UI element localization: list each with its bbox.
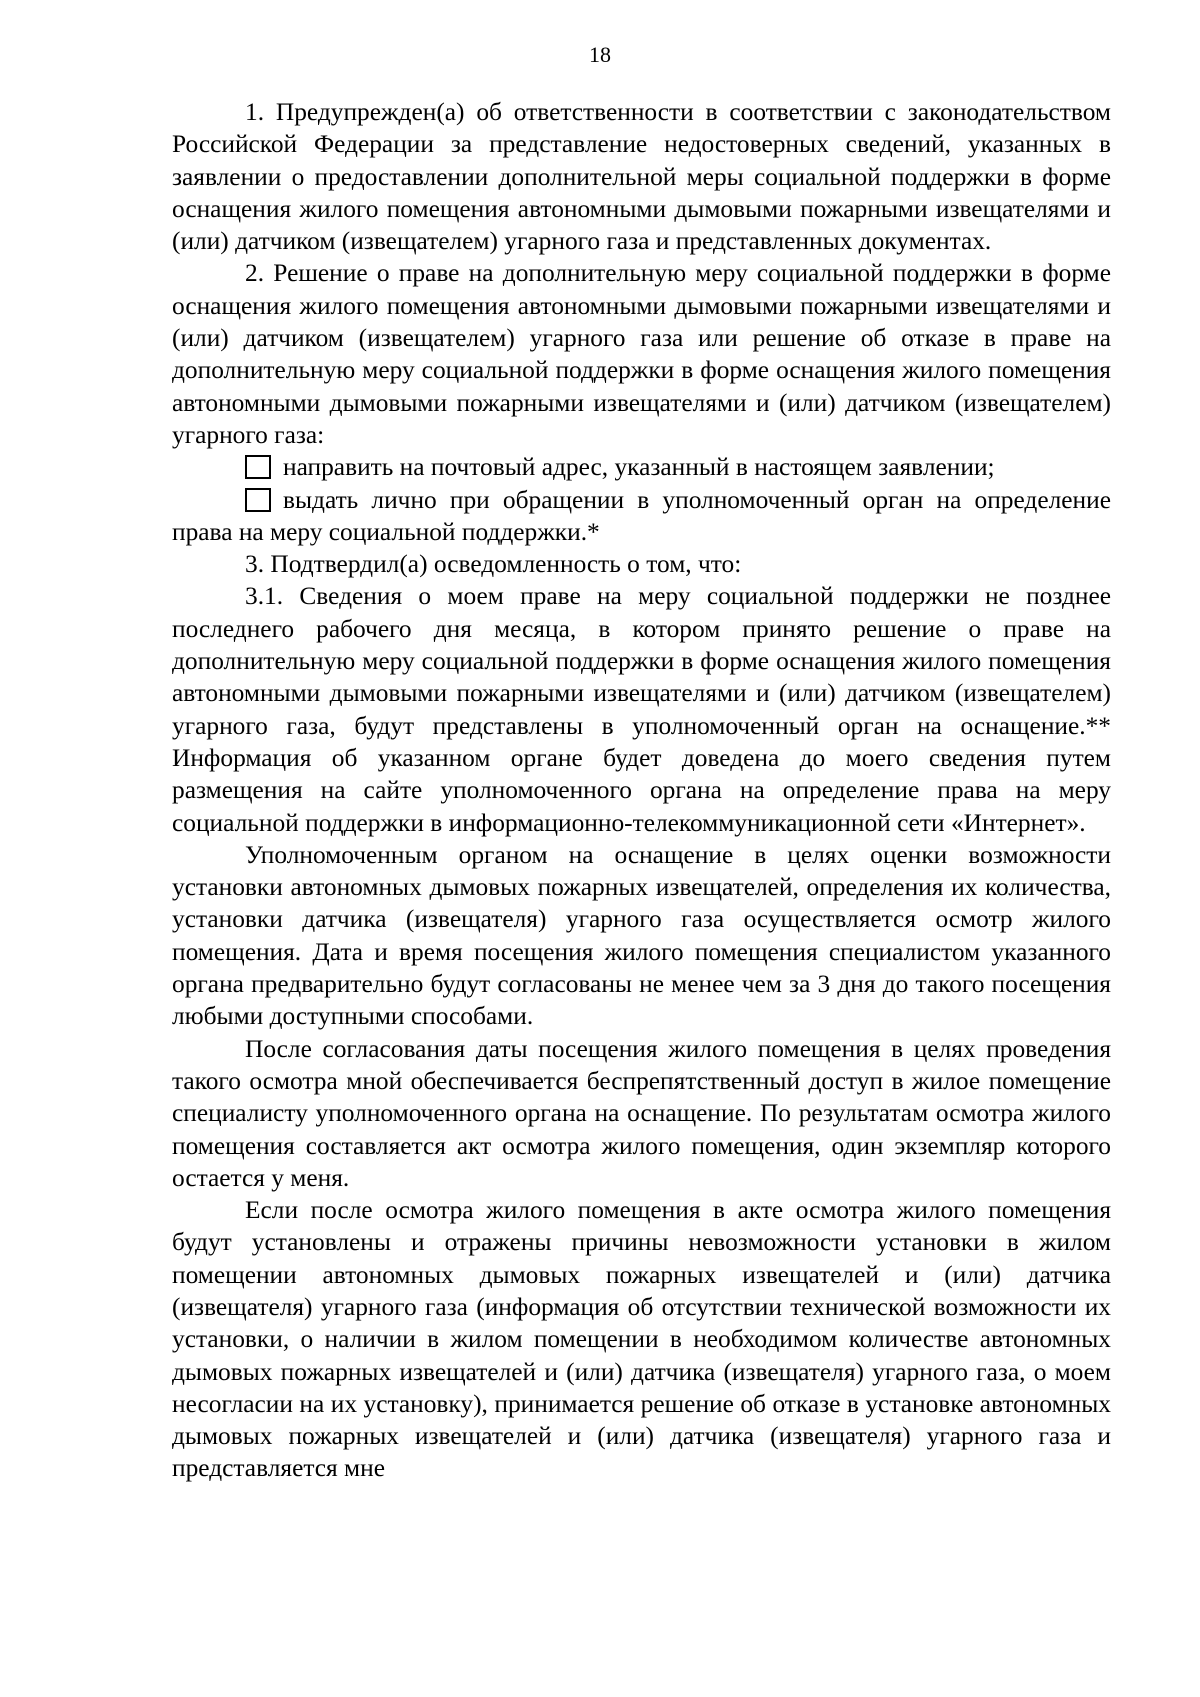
option-postal-address-label: направить на почтовый адрес, указанный в настоящем заявлении; xyxy=(283,453,995,482)
option-in-person[interactable] xyxy=(172,484,1111,549)
checkbox-in-person[interactable] xyxy=(245,488,271,512)
document-body xyxy=(172,96,1111,1485)
paragraph-refusal: Если после осмотра жилого помещения в акте осмотра жилого помещения будут установлены и отражены причины невозможности установки в жилом помещении автономных дымовых пожарных извещателей и (или) датчика (извещателя) угарного газа (информация об отсутствии технической возможности их установки, о наличии в жилом помещении в необходимом количестве автономных дымовых пожарных извещателей и (или) датчика (извещателя) угарного газа, о моем несогласии на их установку), принимается решение об отказе в установке автономных дымовых пожарных извещателей и (или) датчика (извещателя) угарного газа и представляется мне xyxy=(172,1196,1111,1483)
paragraph-inspection: Уполномоченным органом на оснащение в целях оценки возможности установки автономных дымовых пожарных извещателей, определения их количества, установки датчика (извещателя) угарного газа осуществляется осмотр жилого помещения. Дата и время посещения жилого помещения специалистом указанного органа предварительно будут согласованы не менее чем за 3 дня до такого посещения любыми доступными способами. xyxy=(172,840,1111,1031)
paragraph-access: После согласования даты посещения жилого помещения в целях проведения такого осмотра мной обеспечивается беспрепятственный доступ в жилое помещение специалисту уполномоченного органа на оснащение. По результатам осмотра жилого помещения составляется акт осмотра жилого помещения, один экземпляр которого остается у меня. xyxy=(172,1034,1111,1192)
option-in-person-label: выдать лично при обращении в уполномоченный орган на определение права на меру социальной поддержки.* xyxy=(172,485,1111,546)
paragraph-3-1: 3.1. Сведения о моем праве на меру социальной поддержки не позднее последнего рабочего дня месяца, в котором принято решение о праве на дополнительную меру социальной поддержки в форме оснащения жилого помещения автономными дымовыми пожарными извещателями и (или) датчиком (извещателем) угарного газа, будут представлены в уполномоченный орган на оснащение.** Информация об указанном органе будет доведена до моего сведения путем размещения на сайте уполномоченного органа на определение права на меру социальной поддержки в информационно-телекоммуникационной сети «Интернет». xyxy=(172,582,1111,837)
checkbox-postal-address[interactable] xyxy=(245,455,271,479)
paragraph-3: 3. Подтвердил(а) осведомленность о том, что: xyxy=(245,550,742,579)
paragraph-1: 1. Предупрежден(а) об ответственности в соответствии с законодательством Российской Федерации за представление недостоверных сведений, указанных в заявлении о предоставлении дополнительной меры социальной поддержки в форме оснащения жилого помещения автономными дымовыми пожарными извещателями и (или) датчиком (извещателем) угарного газа и представленных документах. xyxy=(172,98,1111,256)
paragraph-2: 2. Решение о праве на дополнительную меру социальной поддержки в форме оснащения жилого помещения автономными дымовыми пожарными извещателями и (или) датчиком (извещателем) угарного газа или решение об отказе в праве на дополнительную меру социальной поддержки в форме оснащения жилого помещения автономными дымовыми пожарными извещателями и (или) датчиком (извещателем) угарного газа: xyxy=(172,259,1111,449)
option-postal-address[interactable] xyxy=(172,451,1111,483)
page-number: 18 xyxy=(589,42,611,67)
